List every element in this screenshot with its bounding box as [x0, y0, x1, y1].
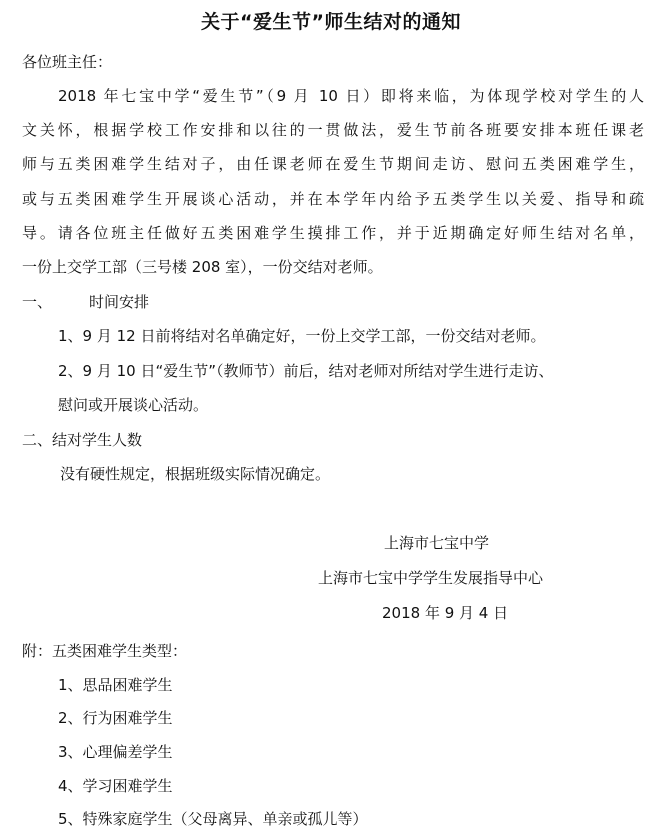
- section1-item-2-line: 2、9 月 10 日“爱生节”（教师节）前后，结对老师对所结对学生进行走访、: [58, 362, 554, 380]
- appendix-item: 5、特殊家庭学生（父母离异、单亲或孤儿等）: [58, 810, 368, 828]
- signature-school: 上海市七宝中学: [384, 534, 490, 552]
- appendix-item: 1、思品困难学生: [58, 676, 173, 694]
- section1-item-2-line: 慰问或开展谈心活动。: [58, 396, 209, 414]
- section1-item-1: 1、9 月 12 日前将结对名单确定好，一份上交学工部，一份交结对老师。: [58, 327, 546, 345]
- intro-line: 或与五类困难学生开展谈心活动，并在本学年内给予五类学生以关爱、指导和疏: [22, 189, 644, 208]
- document-title: 关于“爱生节”师生结对的通知: [201, 11, 461, 33]
- section2-heading: 二、结对学生人数: [22, 431, 143, 449]
- intro-line: 2018 年七宝中学“爱生节”（9 月 10 日）即将来临，为体现学校对学生的人: [58, 87, 644, 105]
- section2-text: 没有硬性规定，根据班级实际情况确定。: [60, 465, 331, 483]
- section1-number: 一、: [22, 293, 53, 311]
- salutation: 各位班主任：: [22, 53, 113, 71]
- intro-line: 一份上交学工部（三号楼 208 室），一份交结对老师。: [22, 258, 383, 277]
- intro-line: 文关怀，根据学校工作安排和以往的一贯做法，爱生节前各班要安排本班任课老: [22, 121, 644, 140]
- signature-date: 2018 年 9 月 4 日: [382, 604, 509, 622]
- intro-paragraph: [22, 79, 644, 284]
- appendix-item: 2、行为困难学生: [58, 709, 173, 727]
- appendix-item: 3、心理偏差学生: [58, 743, 173, 761]
- intro-line: 导。请各位班主任做好五类困难学生摸排工作，并于近期确定好师生结对名单，: [22, 223, 644, 242]
- intro-line: 师与五类困难学生结对子，由任课老师在爱生节期间走访、慰问五类困难学生，: [22, 155, 644, 174]
- appendix-heading: 附：五类困难学生类型：: [22, 642, 188, 660]
- signature-center: 上海市七宝中学学生发展指导中心: [318, 569, 544, 587]
- section1-heading: 时间安排: [89, 293, 150, 311]
- appendix-item: 4、学习困难学生: [58, 777, 173, 795]
